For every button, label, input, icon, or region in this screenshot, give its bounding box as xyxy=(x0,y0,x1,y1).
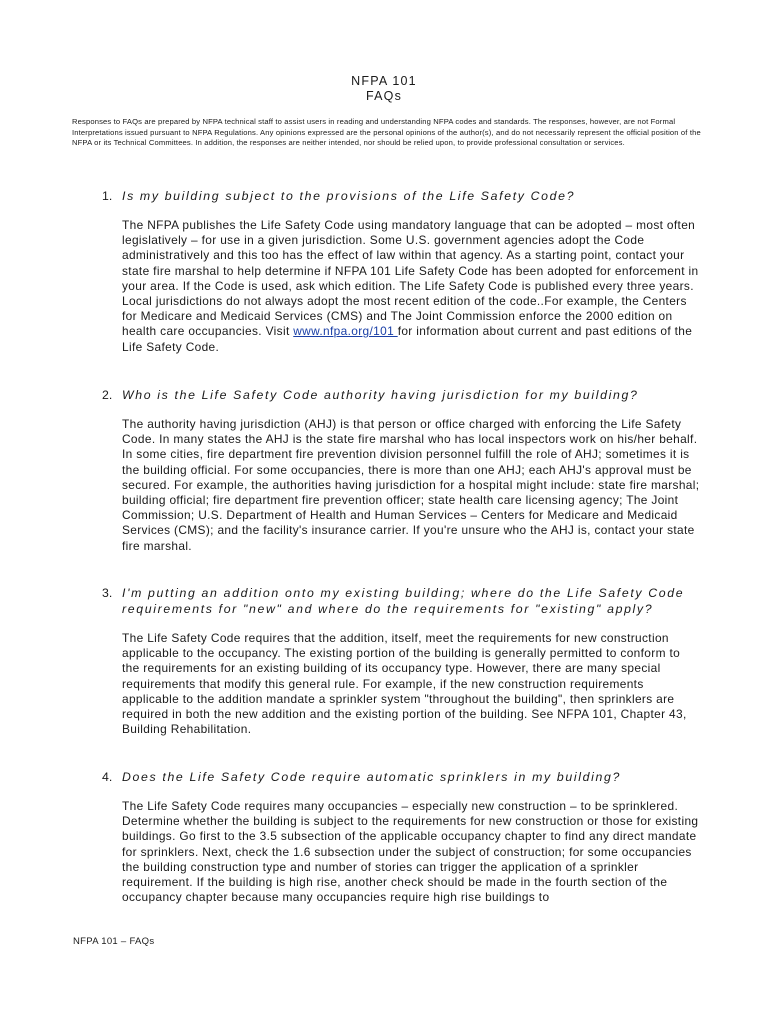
faq-number: 2. xyxy=(102,388,113,402)
faq-answer-1 xyxy=(122,218,700,355)
faq-question-text-line1: I'm putting an addition onto my existing building; where do the Life Safety Code xyxy=(122,586,685,600)
faq-question-4 xyxy=(102,769,702,785)
faq-number: 4. xyxy=(102,770,113,784)
faq-question-1 xyxy=(102,188,702,204)
faq-question-text: Is my building subject to the provisions of the Life Safety Code? xyxy=(122,189,576,203)
faq-answer-text-continued: for information about current and past editions of the Life Safety Code. xyxy=(122,324,693,354)
faq-question-3 xyxy=(102,585,702,617)
disclaimer-text: Responses to FAQs are prepared by NFPA technical staff to assist users in reading and understanding NFPA codes and standards. The responses, however, are not Formal Interpretations issued pursuant to NFPA Regulations. Any opinions expressed are the personal opinions of the author(s), and do not necessarily represent the official position of the NFPA or its Technical Committees. In addition, the responses are neither intended, nor should be relied upon, to provide professional consultation or services. xyxy=(72,117,701,148)
document-title: NFPA 101 xyxy=(351,74,417,88)
faq-answer-4: The Life Safety Code requires many occupancies – especially new construction – to be sprinklered. Determine whether the building is subject to the requirements for new construction or those for existing buildings. Go first to the 3.5 subsection of the applicable occupancy chapter to find any direct mandate for sprinklers. Next, check the 1.6 subsection under the subject of construction; for some occupancies the building construction type and number of stories can trigger the application of a sprinkler requirement. If the building is high rise, another check should be made in the fourth section of the occupancy chapter because many occupancies require high rise buildings to xyxy=(122,799,699,905)
nfpa-101-link[interactable]: www.nfpa.org/101 xyxy=(293,324,398,339)
faq-number: 1. xyxy=(102,189,113,203)
faq-question-2 xyxy=(102,387,702,403)
faq-answer-3: The Life Safety Code requires that the addition, itself, meet the requirements for new construction applicable to the occupancy. The existing portion of the building is generally permitted to conform to the requirements for an existing building of its occupancy type. However, there are many special requirements that modify this general rule. For example, if the new construction requirements applicable to the addition mandate a sprinkler system "throughout the building", then sprinklers are required in both the new addition and the existing portion of the building. See NFPA 101, Chapter 43, Building Rehabilitation. xyxy=(122,631,687,737)
faq-number: 3. xyxy=(102,586,113,600)
faq-answer-text: The NFPA publishes the Life Safety Code using mandatory language that can be adopted – most often legislatively – for use in a given jurisdiction. Some U.S. government agencies adopt the Code administratively and this too has the effect of law within that agency. As a starting point, contact your state fire marshal to help determine if NFPA 101 Life Safety Code has been adopted for enforcement in your area. If the Code is used, ask which edition. The Life Safety Code is published every three years. Local jurisdictions do not always adopt the most recent edition of the code..For example, the Centers for Medicare and Medicaid Services (CMS) and The Joint Commission enforce the 2000 edition on health care occupancies. Visit xyxy=(122,218,699,339)
faq-question-text-line2: requirements for "new" and where do the requirements for "existing" apply? xyxy=(122,602,654,616)
page-footer: NFPA 101 – FAQs xyxy=(73,936,155,947)
faq-answer-2: The authority having jurisdiction (AHJ) is that person or office charged with enforcing the Life Safety Code. In many states the AHJ is the state fire marshal who has local inspectors work on his/her behalf. In some cities, fire department fire prevention division personnel fulfill the role of AHJ; sometimes it is the building official. For some occupancies, there is more than one AHJ; each AHJ's approval must be secured. For example, the authorities having jurisdiction for a hospital might include: state fire marshal; building official; fire department fire prevention officer; state health care licensing agency; The Joint Commission; U.S. Department of Health and Human Services – Centers for Medicare and Medicaid Services (CMS); and the facility's insurance carrier. If you're unsure who the AHJ is, contact your state fire marshal. xyxy=(122,417,700,553)
faq-question-text: Who is the Life Safety Code authority having jurisdiction for my building? xyxy=(122,388,639,402)
faq-question-text: Does the Life Safety Code require automatic sprinklers in my building? xyxy=(122,770,621,784)
document-subtitle: FAQs xyxy=(365,89,403,103)
